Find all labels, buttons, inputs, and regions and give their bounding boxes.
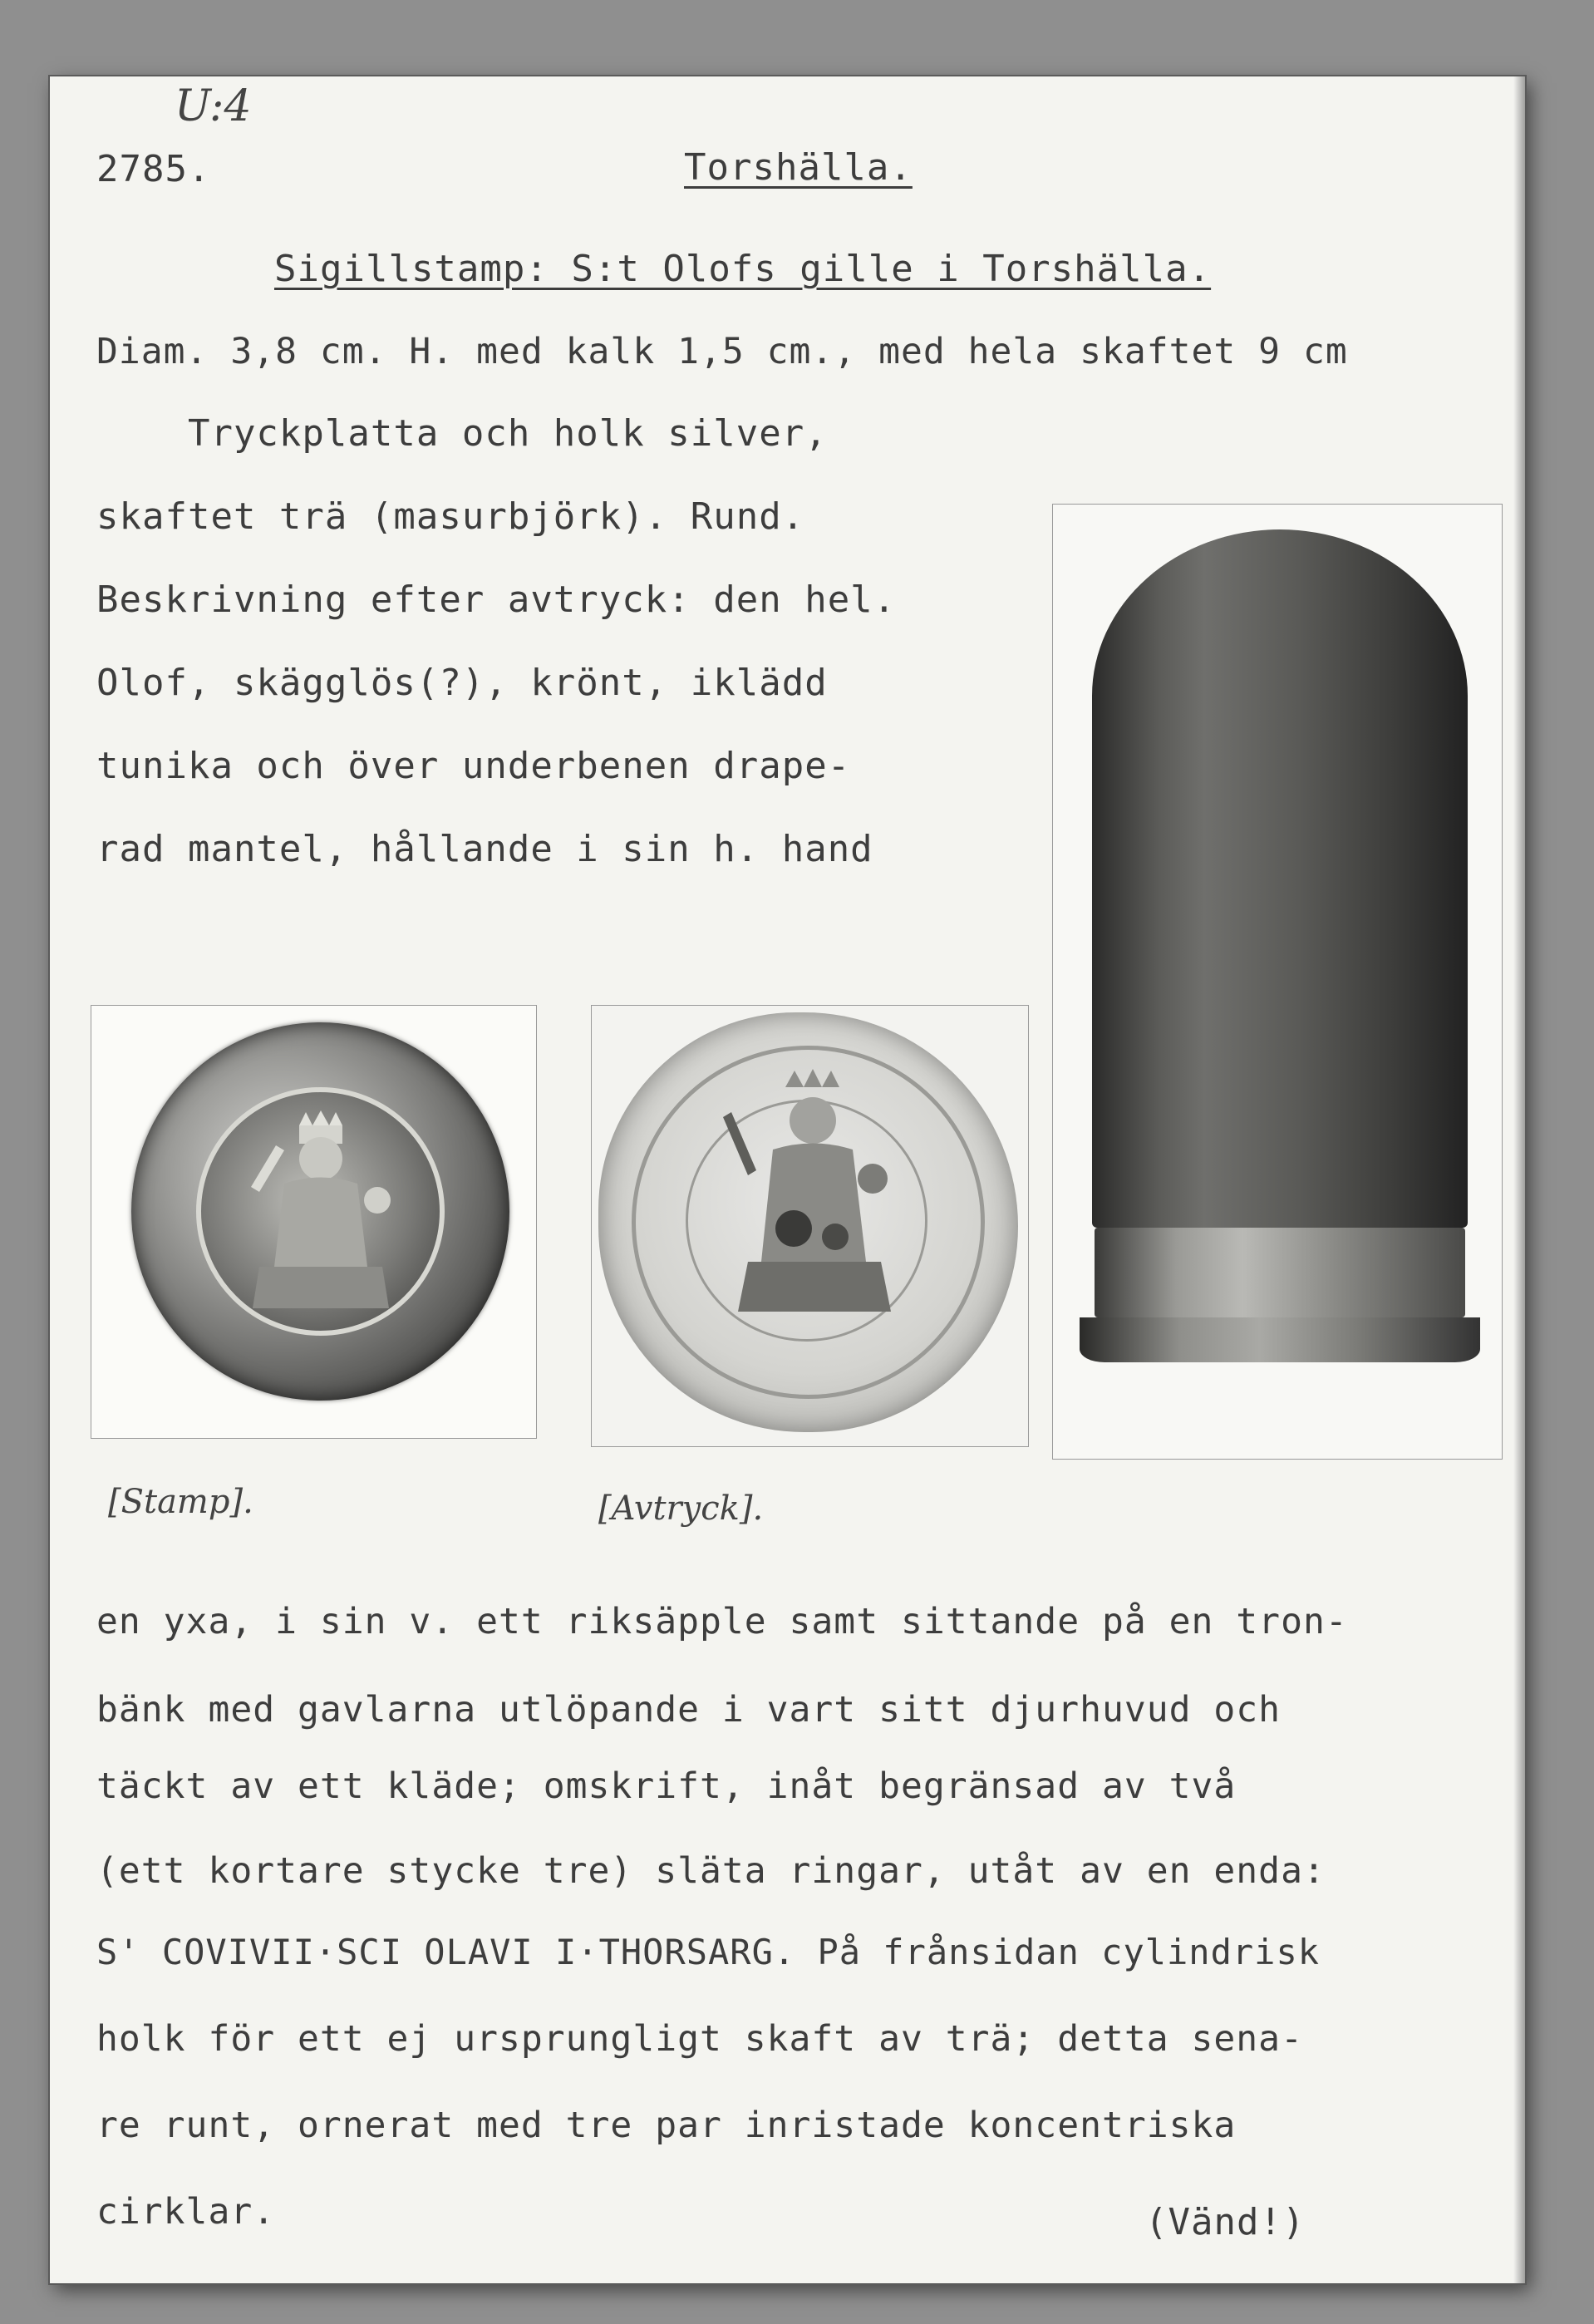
text-line: täckt av ett kläde; omskrift, inåt begränsad av två [96,1765,1237,1807]
stamp-inner-field [196,1087,445,1336]
wax-impression-image [598,1012,1018,1432]
dimensions-line: Diam. 3,8 cm. H. med kalk 1,5 cm., med hela skaftet 9 cm [96,331,1348,372]
card-title: Sigillstamp: S:t Olofs gille i Torshälla. [274,248,1212,290]
text-line: tunika och över underbenen drape- [96,745,851,787]
turn-over-note: (Vänd!) [1145,2201,1306,2243]
silver-stamp-image [131,1022,509,1401]
enthroned-saint-relief [201,1092,440,1331]
text-line: Beskrivning efter avtryck: den hel. [96,579,897,621]
wooden-handle-image [1092,529,1468,1228]
handle-photo [1053,505,1502,1459]
text-line: S' COVIVII·SCI OLAVI I·THORSARG. På frånsidan cylindrisk [96,1932,1321,1972]
text-line: skaftet trä (masurbjörk). Rund. [96,495,805,538]
impression-figure [598,1012,1018,1432]
text-line: holk för ett ej ursprungligt skaft av trä; detta sena- [96,2018,1303,2060]
impression-photo [592,1006,1028,1446]
text-line: cirklar. [96,2191,276,2233]
text-line: re runt, ornerat med tre par inristade koncentriska [96,2105,1237,2146]
caption-impression: [Avtryck]. [598,1489,764,1528]
stamp-base-image [1080,1317,1480,1362]
stamp-photo [91,1006,536,1438]
text-line: rad mantel, hållande i sin h. hand [96,828,873,870]
place-heading: Torshälla. [684,146,913,189]
caption-stamp: [Stamp]. [108,1483,253,1521]
handwritten-reference: U:4 [175,81,252,131]
text-line: Tryckplatta och holk silver, [96,412,828,455]
catalog-number: 2785. [96,148,211,190]
text-line: en yxa, i sin v. ett riksäpple samt sittande på en tron- [96,1601,1348,1642]
text-line: Olof, skägglös(?), krönt, iklädd [96,662,828,704]
text-line: (ett kortare stycke tre) släta ringar, utåt av en enda: [96,1850,1326,1892]
catalog-card [50,76,1525,2283]
silver-collar-image [1095,1228,1465,1317]
text-line: bänk med gavlarna utlöpande i vart sitt djurhuvud och [96,1689,1282,1731]
